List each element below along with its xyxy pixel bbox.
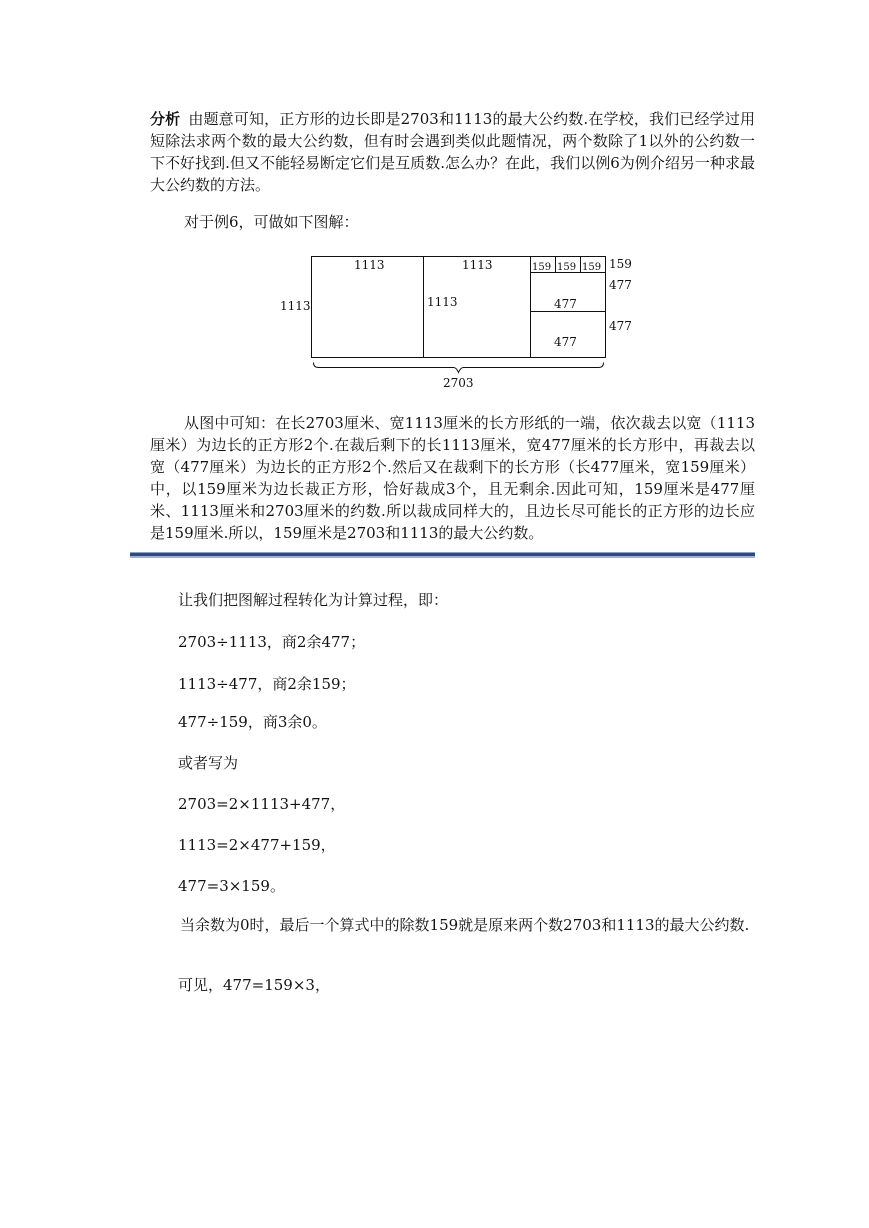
label-small-3: 159 xyxy=(582,262,602,273)
equation-1: 2703=2×1113+477， xyxy=(178,795,346,813)
label-bottom-total: 2703 xyxy=(443,376,474,390)
step-2: 1113÷477，商2余159； xyxy=(178,675,356,693)
label-left-height: 1113 xyxy=(280,299,311,313)
step-1: 2703÷1113，商2余477； xyxy=(178,633,366,651)
or-write: 或者写为 xyxy=(178,754,239,772)
label-top-first: 1113 xyxy=(354,258,385,272)
label-right-upper: 477 xyxy=(609,278,632,292)
analysis-heading: 分析 xyxy=(150,110,181,128)
equation-2: 1113=2×477+159， xyxy=(178,836,336,854)
label-top-second: 1113 xyxy=(462,258,493,272)
analysis-paragraph xyxy=(150,108,755,196)
equation-3: 477=3×159。 xyxy=(178,877,285,895)
label-right-lower: 477 xyxy=(609,319,632,333)
section-divider xyxy=(130,552,755,558)
label-small-2: 159 xyxy=(557,262,577,273)
label-mid-lower: 477 xyxy=(554,335,577,349)
explanation-paragraph: 从图中可知：在长2703厘米、宽1113厘米的长方形纸的一端，依次裁去以宽（1113厘米）为边长的正方形2个.在裁后剩下的长1113厘米，宽477厘米的长方形中，再裁去以宽（477厘米）为边长的正方形2个.然后又在裁剩下的长方形（长477厘米，宽159厘米）中，以159厘米为边长裁正方形，恰好裁成3个，且无剩余.因此可知，159厘米是477厘米、1113厘米和2703厘米的约数.所以裁成同样大的，且边长尽可能长的正方形的边长应是159厘米.所以，159厘米是2703和1113的最大公约数。 xyxy=(150,414,755,542)
label-mid-upper: 477 xyxy=(554,297,577,311)
rectangle-cutting-diagram xyxy=(270,248,650,393)
analysis-text: 由题意可知，正方形的边长即是2703和1113的最大公约数.在学校，我们已经学过用短除法求两个数的最大公约数，但有时会遇到类似此题情况，两个数除了1以外的公约数一下不好找到.但又不能轻易断定它们是互质数.怎么办？在此，我们以例6为例介绍另一种求最大公约数的方法。 xyxy=(150,110,755,194)
bottom-brace xyxy=(314,363,604,373)
label-small-1: 159 xyxy=(532,262,552,273)
conclusion-paragraph: 当余数为0时，最后一个算式中的除数159就是原来两个数2703和1113的最大公约数. xyxy=(180,916,750,934)
calc-intro: 让我们把图解过程转化为计算过程，即： xyxy=(178,591,449,609)
label-second-side: 1113 xyxy=(427,295,458,309)
label-small-right: 159 xyxy=(609,257,632,271)
step-3: 477÷159，商3余0。 xyxy=(178,713,327,731)
intro-text: 对于例6，可做如下图解： xyxy=(184,213,359,231)
final-line: 可见，477=159×3， xyxy=(178,976,330,994)
